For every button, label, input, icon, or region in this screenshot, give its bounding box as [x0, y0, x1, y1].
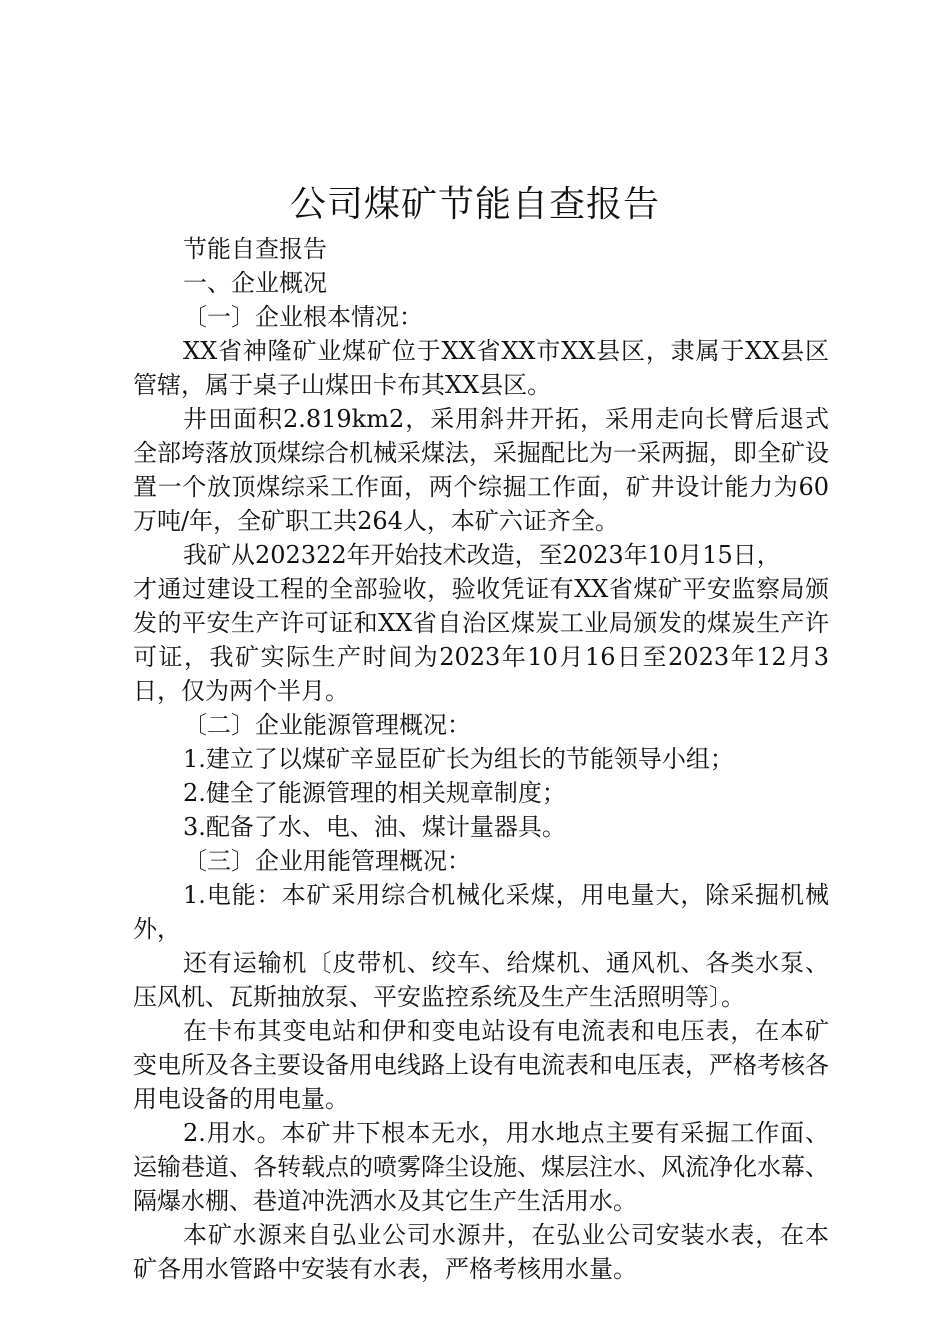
- paragraph: 我矿从202322年开始技术改造，至2023年10月15日，: [183, 541, 781, 569]
- list-item: 2.健全了能源管理的相关规章制度；: [183, 779, 566, 807]
- subsection-heading-basic: 〔一〕企业根本情况：: [183, 303, 423, 331]
- list-item: 2.用水。本矿井下根本无水，用水地点主要有采掘工作面、运输巷道、各转载点的喷雾降尘设施、煤层注水、风流净化水幕、隔爆水棚、巷道冲洗洒水及其它生产生活用水。: [133, 1119, 829, 1215]
- paragraph: 本矿水源来自弘业公司水源井，在弘业公司安装水表，在本矿各用水管路中安装有水表，严格考核用水量。: [133, 1221, 829, 1283]
- paragraph: 才通过建设工程的全部验收，验收凭证有XX省煤矿平安监察局颁发的平安生产许可证和XX省自治区煤炭工业局颁发的煤炭生产许可证，我矿实际生产时间为2023年10月16日至2023年12月3日，仅为两个半月。: [133, 575, 829, 705]
- paragraph-heading: 节能自查报告: [183, 235, 327, 263]
- list-item: 1.电能：本矿采用综合机械化采煤，用电量大，除采掘机械外，: [133, 881, 829, 943]
- list-item: 1.建立了以煤矿辛显臣矿长为组长的节能领导小组；: [183, 745, 734, 773]
- paragraph: 在卡布其变电站和伊和变电站设有电流表和电压表，在本矿变电所及各主要设备用电线路上设有电流表和电压表，严格考核各用电设备的用电量。: [133, 1017, 829, 1113]
- subsection-heading-energy-management: 〔二〕企业能源管理概况：: [183, 711, 471, 739]
- document-body: [133, 232, 829, 1286]
- paragraph: XX省神隆矿业煤矿位于XX省XX市XX县区，隶属于XX县区管辖，属于桌子山煤田卡布其XX县区。: [133, 337, 829, 399]
- subsection-heading-energy-use: 〔三〕企业用能管理概况：: [183, 847, 471, 875]
- document-title: 公司煤矿节能自查报告: [289, 184, 660, 225]
- paragraph: 井田面积2.819km2，采用斜井开拓，采用走向长臂后退式全部垮落放顶煤综合机械采煤法，采掘配比为一采两掘，即全矿设置一个放顶煤综采工作面，两个综掘工作面，矿井设计能力为60万吨/年，全矿职工共264人，本矿六证齐全。: [133, 405, 829, 535]
- list-item: 3.配备了水、电、油、煤计量器具。: [183, 813, 566, 841]
- section-heading-overview: 一、企业概况: [183, 269, 327, 297]
- paragraph: 还有运输机〔皮带机、绞车、给煤机、通风机、各类水泵、压风机、瓦斯抽放泵、平安监控系统及生产生活照明等〕。: [133, 949, 829, 1011]
